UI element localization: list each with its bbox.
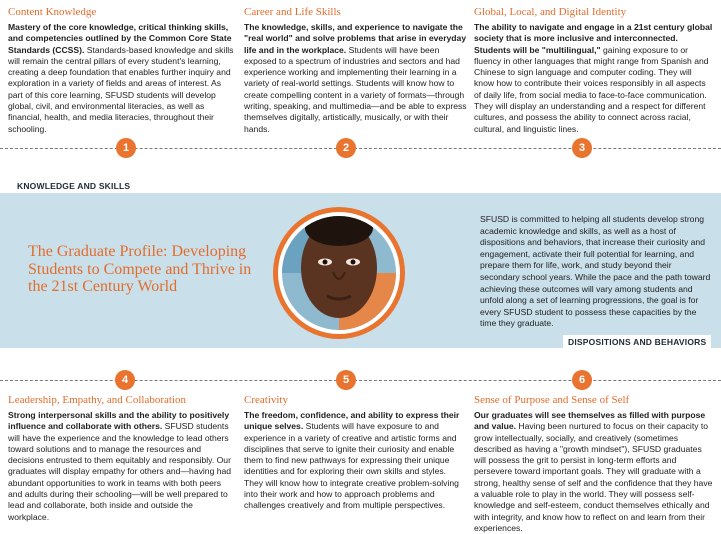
top-dashed-line [0,148,721,149]
lead-leadership: Strong interpersonal skills and the ability to positively influence and collaborate with others. [8,410,230,432]
body-career-life-skills [244,22,468,135]
lead-content-knowledge: Mastery of the core knowledge, critical thinking skills, and competencies outlined by the Common Core State Standards (CCSS). [8,22,232,55]
bottom-dashed-line [0,380,721,381]
badge-2: 2 [336,138,356,158]
tag-dispositions-behaviors: DISPOSITIONS AND BEHAVIORS [563,335,711,349]
body-content-knowledge [8,22,234,135]
student-portrait-medallion [271,168,407,378]
text-global-identity: gaining exposure to or fluency in other languages that might range from Spanish and Chinese to sign language and computer coding. They will know how to contribute their voices responsibly in all aspects of daily life, from social media to face-to-face communication. They will display an understanding and a respect for different cultures, and possess the ability to connect across racial, cultural, and linguistic lines. [474,44,709,134]
body-creativity [244,410,464,512]
text-career-life-skills: Students will have been exposed to a spectrum of industries and sectors and had experience working and implementing their learning in a variety of real-world settings. Students will know how to create compelling content in a variety of formats—through writing, speaking, and multimedia—and be able to express themselves digitally, artistically, musically, or with their hands. [244,44,467,134]
tag-knowledge-skills: KNOWLEDGE AND SKILLS [12,179,135,193]
heading-content-knowledge: Content Knowledge [8,6,97,18]
column-global-identity [474,6,714,135]
badge-6: 6 [572,370,592,390]
heading-career-life-skills: Career and Life Skills [244,6,341,18]
text-creativity: Students will have exposure to and experience in a variety of creative and artistic forms and disciplines that serve to ignite their curiosity and enable them to find new pathways for expressing their unique identities and for exploring their own skills and styles. They will know how to integrate creative problem-solving into their work and how to approach problems and challenges creatively and from multiple perspectives. [244,421,459,511]
heading-leadership: Leadership, Empathy, and Collaboration [8,394,186,406]
text-leadership: SFUSD students will have the experience and the knowledge to lead others toward solutions and to manage the resources and decisions entrusted to them equitably and responsibly. Our graduates will display empathy for others and—having had abundant opportunities to work in teams with both peers and adults during their schooling—will be well prepared to lead and collaborate, both inside and outside the workplace. [8,421,232,522]
column-content-knowledge [8,6,234,135]
badge-5: 5 [336,370,356,390]
graduate-profile-intro: SFUSD is committed to helping all students develop strong academic knowledge and skills, as well as a host of dispositions and behaviors, that increase their curiosity and engagement, activate their full potential for learning, and prepare them for life, work, and study beyond their secondary school years. While the pace and the path toward achieving these outcomes will vary among students and unfold along a set of learning progressions, the goal is for every SFUSD student to possess these capacities by the time they graduate. [480,214,711,329]
text-content-knowledge: Standards-based knowledge and skills will remain the central pillars of every student's learning, creating a deep foundation that enables further inquiry and exploration in a variety of fields and areas of interest. As part of this core learning, SFUSD students will develop global, civil, and environmental literacies, as well as financial, health, and media literacies, throughout their schooling. [8,44,234,134]
column-career-life-skills [244,6,468,135]
lead-creativity: The freedom, confidence, and ability to express their unique selves. [244,410,460,432]
badge-1: 1 [116,138,136,158]
column-creativity [244,394,464,512]
lead-sense-of-purpose: Our graduates will see themselves as filled with purpose and value. [474,410,706,432]
heading-sense-of-purpose: Sense of Purpose and Sense of Self [474,394,630,406]
lead-global-identity: The ability to navigate and engage in a 21st century global society that is more inclusive and interconnected. Students will be "multilingual," [474,22,713,55]
lead-career-life-skills: The knowledge, skills, and experience to navigate the "real world" and solve problems that arise in everyday life and in the workplace. [244,22,467,55]
graduate-profile-title: The Graduate Profile: Developing Students to Compete and Thrive in the 21st Century World [28,243,252,295]
column-leadership [8,394,236,523]
badge-3: 3 [572,138,592,158]
heading-global-identity: Global, Local, and Digital Identity [474,6,627,18]
body-global-identity [474,22,714,135]
heading-creativity: Creativity [244,394,288,406]
column-sense-of-purpose [474,394,714,534]
text-sense-of-purpose: Having been nurtured to focus on their capacity to grow intellectually, socially, and creatively (sometimes described as having a "growth mindset"), SFUSD graduates will possess the grit to persist in long-term efforts and persevere toward important goals. They will graduate with a strong, healthy sense of self and the confidence that they have a valuable role to play in the world. They will possess self-knowledge and self-esteem, conduct themselves ethically and with integrity, and know how to reflect on and learn from their experiences. [474,421,713,533]
body-leadership [8,410,236,523]
badge-4: 4 [115,370,135,390]
body-sense-of-purpose [474,410,714,534]
